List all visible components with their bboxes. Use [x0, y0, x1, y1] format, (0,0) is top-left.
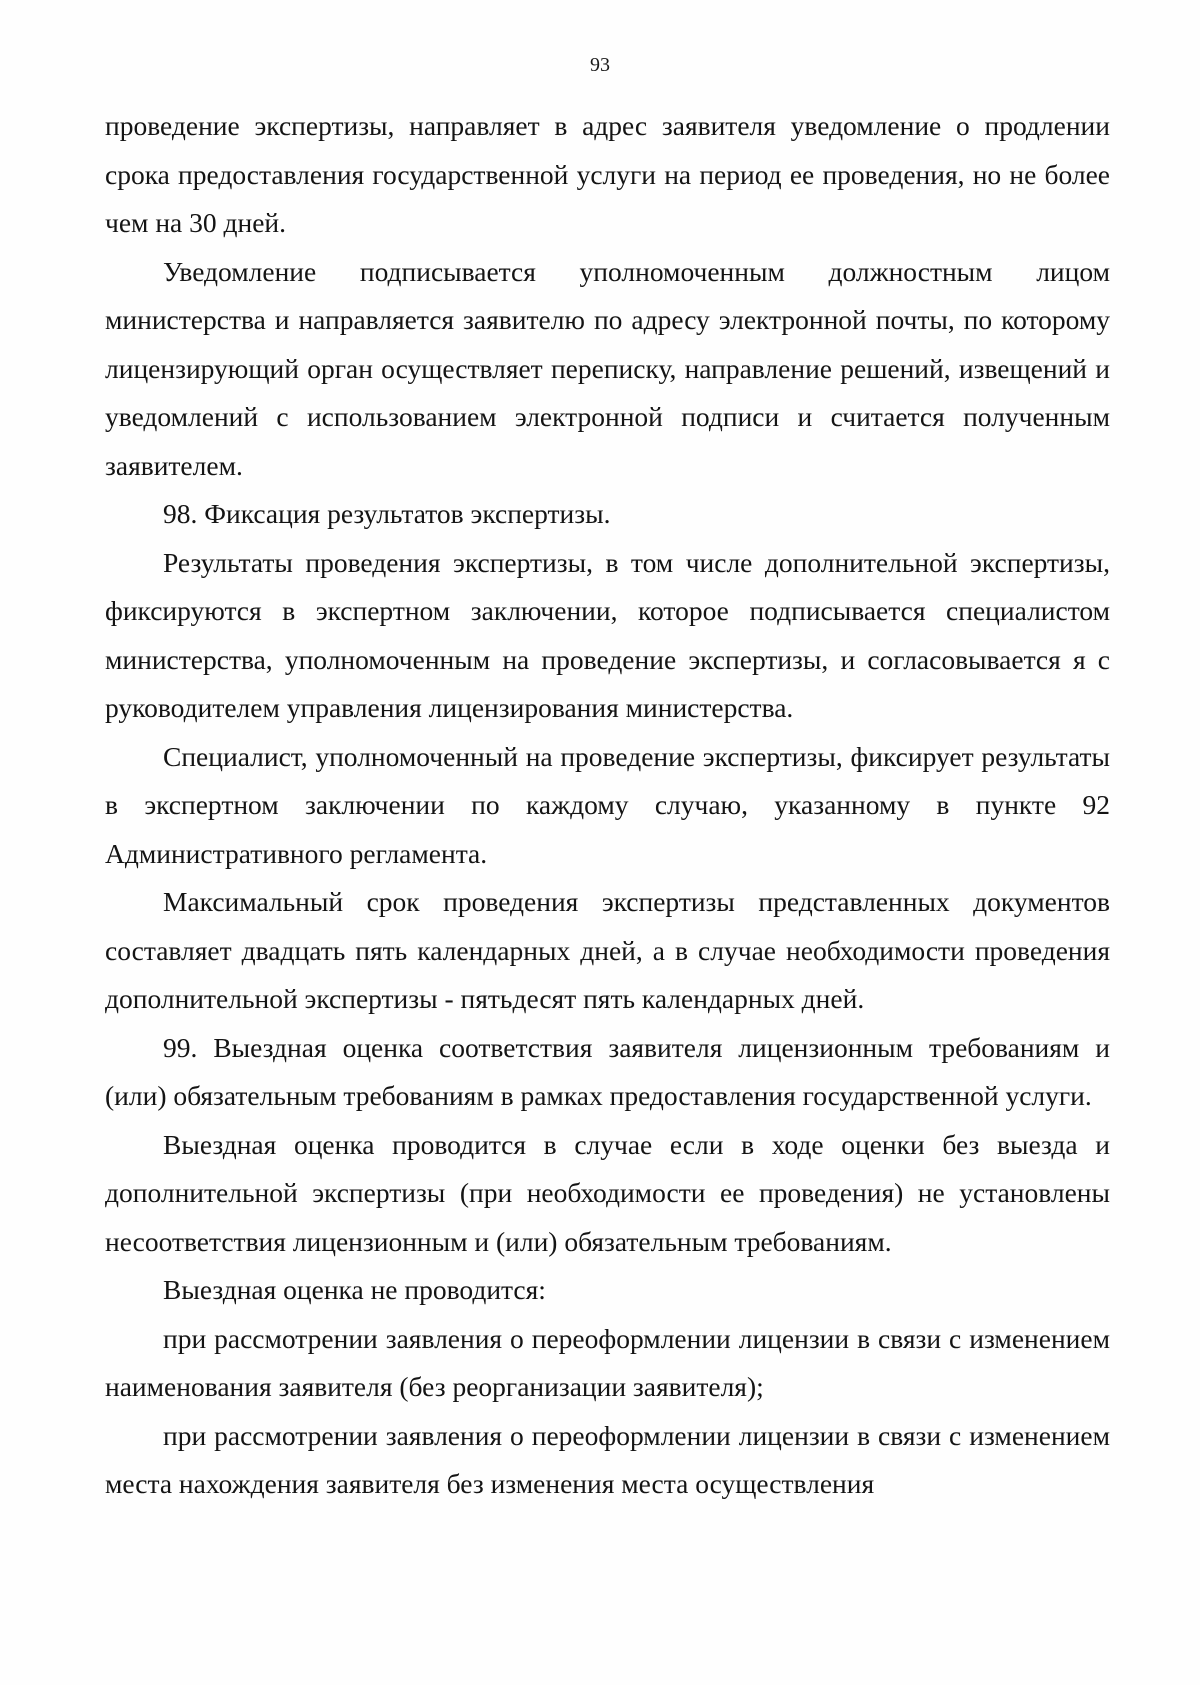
paragraph-results: Результаты проведения экспертизы, в том числе дополнительной экспертизы, фиксируются в экспертном заключении, которое подписывается специалистом министерства, уполномоченным на проведение экспертизы, и согласовывается я с руководителем управления лицензирования министерства.	[105, 546, 1110, 723]
paragraph-max-term: Максимальный срок проведения экспертизы представленных документов составляет двадцать пять календарных дней, а в случае необходимости проведения дополнительной экспертизы - пятьдесят пять календарных дней.	[105, 886, 1110, 1014]
list-item-location-change: при рассмотрении заявления о переоформлении лицензии в связи с изменением места нахождения заявителя без изменения места осуществления	[105, 1419, 1110, 1499]
paragraph-continuation: проведение экспертизы, направляет в адрес заявителя уведомление о продлении срока предоставления государственной услуги на период ее проведения, но не более чем на 30 дней.	[105, 110, 1110, 238]
section-heading-99: 99. Выездная оценка соответствия заявителя лицензионным требованиям и (или) обязательным требованиям в рамках предоставления государственной услуги.	[105, 1031, 1110, 1111]
paragraph-notification: Уведомление подписывается уполномоченным должностным лицом министерства и направляется заявителю по адресу электронной почты, по которому лицензирующий орган осуществляет переписку, направление решений, извещений и уведомлений с использованием электронной подписи и считается полученным заявителем.	[105, 255, 1110, 481]
paragraph-not-conducted: Выездная оценка не проводится:	[163, 1274, 546, 1305]
paragraph-onsite-assessment: Выездная оценка проводится в случае если в ходе оценки без выезда и дополнительной экспертизы (при необходимости ее проведения) не установлены несоответствия лицензионным и (или) обязательным требованиям.	[105, 1128, 1110, 1257]
document-body	[105, 102, 1110, 1509]
section-heading-98: 98. Фиксация результатов экспертизы.	[163, 498, 611, 529]
paragraph-specialist: Специалист, уполномоченный на проведение экспертизы, фиксирует результаты в экспертном заключении по каждому случаю, указанному в пункте 92 Административного регламента.	[105, 740, 1110, 869]
list-item-name-change: при рассмотрении заявления о переоформлении лицензии в связи с изменением наименования заявителя (без реорганизации заявителя);	[105, 1322, 1110, 1402]
page-number: 93	[590, 54, 610, 76]
